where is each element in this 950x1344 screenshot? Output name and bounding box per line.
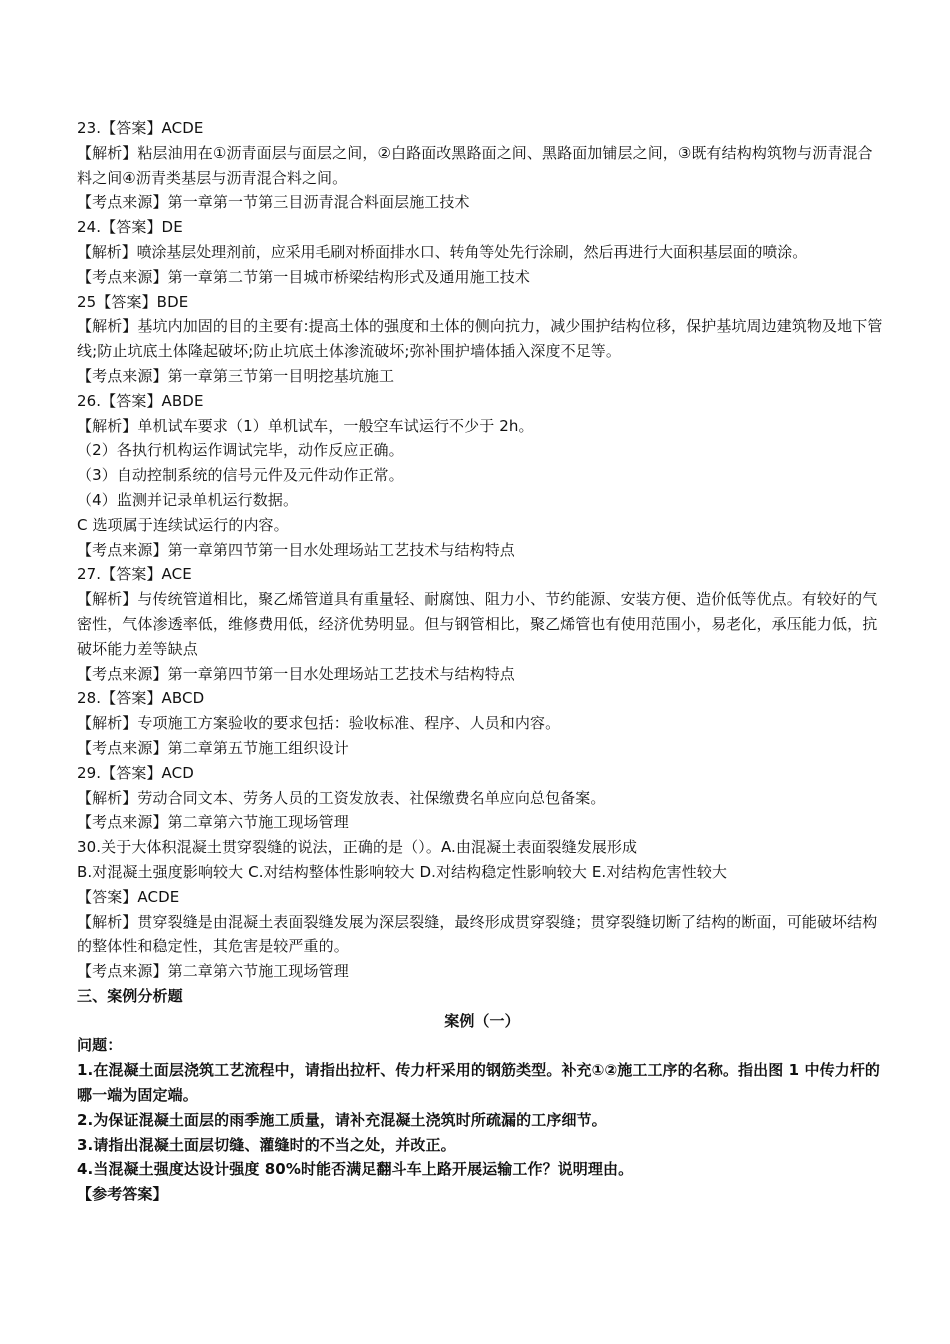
source-line: 【考点来源】第一章第四节第一目水处理场站工艺技术与结构特点 — [77, 540, 515, 559]
reference-answer-label: 【参考答案】 — [77, 1185, 168, 1204]
question-item: 1.在混凝土面层浇筑工艺流程中，请指出拉杆、传力杆采用的钢筋类型。补充①②施工工序的名称。指出图 1 中传力杆的哪一端为固定端。 — [77, 1061, 881, 1105]
analysis-line: （2）各执行机构运作调试完毕，动作反应正确。 — [77, 441, 404, 460]
source-line: 【考点来源】第一章第二节第一目城市桥梁结构形式及通用施工技术 — [77, 267, 531, 286]
analysis-line: （4）监测并记录单机运行数据。 — [77, 490, 299, 509]
source-line: 【考点来源】第一章第三节第一目明挖基坑施工 — [77, 366, 395, 385]
source-line: 【考点来源】第二章第五节施工组织设计 — [77, 738, 349, 757]
analysis-line: （3）自动控制系统的信号元件及元件动作正常。 — [77, 466, 404, 485]
analysis-line: 【解析】单机试车要求（1）单机试车，一般空车试运行不少于 2h。 — [77, 416, 534, 435]
question-line: 30.关于大体积混凝土贯穿裂缝的说法，正确的是（）。A.由混凝土表面裂缝发展形成 — [77, 838, 638, 857]
source-line: 【考点来源】第二章第六节施工现场管理 — [77, 962, 349, 981]
source-line: 【考点来源】第一章第一节第三目沥青混合料面层施工技术 — [77, 193, 470, 212]
answer-line: 26.【答案】ABDE — [77, 391, 204, 410]
answer-line: 27.【答案】ACE — [77, 565, 192, 584]
case-title: 案例（一） — [444, 1011, 520, 1030]
analysis-line: 【解析】劳动合同文本、劳务人员的工资发放表、社保缴费名单应向总包备案。 — [77, 788, 606, 807]
analysis-line: 【解析】贯穿裂缝是由混凝土表面裂缝发展为深层裂缝，最终形成贯穿裂缝；贯穿裂缝切断了结构的断面，可能破坏结构的整体性和稳定性，其危害是较严重的。 — [77, 912, 878, 956]
answer-line: 25【答案】BDE — [77, 292, 189, 311]
question-options-line: B.对混凝土强度影响较大 C.对结构整体性影响较大 D.对结构稳定性影响较大 E.对结构危害性较大 — [77, 862, 728, 881]
question-item: 4.当混凝土强度达设计强度 80%时能否满足翻斗车上路开展运输工作？说明理由。 — [77, 1160, 634, 1179]
analysis-line: 【解析】与传统管道相比，聚乙烯管道具有重量轻、耐腐蚀、阻力小、节约能源、安装方便、造价低等优点。有较好的气密性，气体渗透率低，维修费用低，经济优势明显。但与钢管相比，聚乙烯管也有使用范围小，易老化，承压能力低，抗破坏能力差等缺点 — [77, 590, 878, 658]
question-item: 3.请指出混凝土面层切缝、灌缝时的不当之处，并改正。 — [77, 1135, 456, 1154]
analysis-line: 【解析】专项施工方案验收的要求包括：验收标准、程序、人员和内容。 — [77, 714, 561, 733]
answer-line: 29.【答案】ACD — [77, 763, 194, 782]
analysis-line: 【解析】基坑内加固的目的主要有:提高土体的强度和土体的侧向抗力，减少围护结构位移，保护基坑周边建筑物及地下管线;防止坑底土体隆起破坏;防止坑底土体渗流破坏;弥补围护墙体插入深度不足等。 — [77, 317, 883, 361]
source-line: 【考点来源】第二章第六节施工现场管理 — [77, 813, 349, 832]
answer-line: 23.【答案】ACDE — [77, 119, 204, 137]
question-item: 2.为保证混凝土面层的雨季施工质量，请补充混凝土浇筑时所疏漏的工序细节。 — [77, 1110, 607, 1129]
analysis-line: 【解析】粘层油用在①沥青面层与面层之间，②白路面改黑路面之间、黑路面加铺层之间，③既有结构构筑物与沥青混合料之间④沥青类基层与沥青混合料之间。 — [77, 143, 873, 187]
document-page — [77, 116, 887, 1207]
answer-line: 28.【答案】ABCD — [77, 689, 205, 708]
section-title: 三、案例分析题 — [77, 986, 183, 1005]
analysis-line: C 选项属于连续试运行的内容。 — [77, 515, 289, 534]
answer-line: 24.【答案】DE — [77, 218, 183, 237]
analysis-line: 【解析】喷涂基层处理剂前，应采用毛刷对桥面排水口、转角等处先行涂刷，然后再进行大面积基层面的喷涂。 — [77, 242, 808, 261]
questions-label: 问题： — [77, 1036, 123, 1055]
source-line: 【考点来源】第一章第四节第一目水处理场站工艺技术与结构特点 — [77, 664, 515, 683]
answer-line: 【答案】ACDE — [77, 887, 180, 906]
